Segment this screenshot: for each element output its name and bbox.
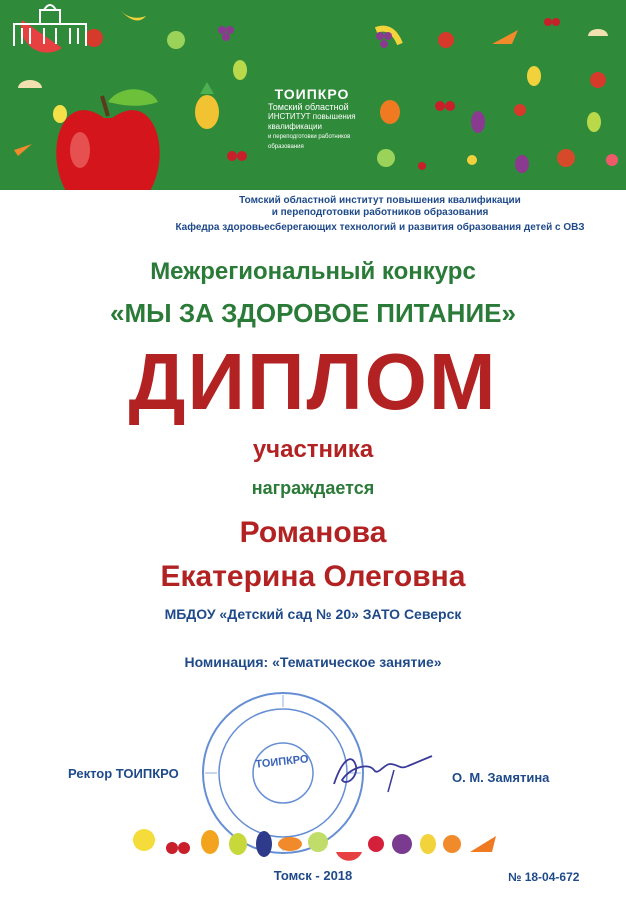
- plum-icon: [515, 155, 529, 173]
- tomato-icon-2: [438, 32, 454, 48]
- eggplant-icon: [471, 111, 485, 133]
- cherries-icon-2: [544, 18, 560, 26]
- grapes-icon: [218, 26, 234, 41]
- institution-line: и переподготовки работников образования: [271, 207, 489, 218]
- watermelon-icon-bottom: [336, 852, 362, 861]
- orange-icon-bottom: [443, 835, 461, 853]
- carrot-icon-bottom: [278, 837, 302, 851]
- lemon-icon-bottom: [420, 834, 436, 854]
- pineapple-icon: [195, 82, 219, 129]
- tomato-icon-3: [590, 72, 606, 88]
- rector-name: О. М. Замятина: [452, 770, 550, 785]
- awarded-label: награждается: [251, 478, 375, 498]
- carrot-icon-2: [492, 30, 518, 44]
- pepper-icon: [380, 100, 400, 124]
- pear-icon: [233, 60, 247, 80]
- grapes-icon-bottom: [392, 834, 412, 854]
- radish-icon: [606, 154, 618, 166]
- pepper-icon-bottom: [201, 830, 219, 854]
- eggplant-icon-bottom: [256, 831, 272, 857]
- diploma-title: ДИПЛОМ: [128, 337, 498, 426]
- mushroom-icon-2: [588, 29, 608, 36]
- header-band: [0, 0, 626, 190]
- cherry-icon: [418, 162, 426, 170]
- cherries-icon: [227, 151, 247, 161]
- fruit-row-decoration: [130, 818, 500, 862]
- rector-label: Ректор ТОИПКРО: [68, 766, 179, 781]
- logo-subtitle: [268, 102, 364, 152]
- contest-name: «МЫ ЗА ЗДОРОВОЕ ПИТАНИЕ»: [110, 298, 516, 328]
- logo-title: ТОИПКРО: [274, 86, 350, 102]
- carrot-icon-bottom-2: [470, 836, 496, 852]
- rector-signature: [328, 740, 438, 800]
- grapes-icon-2: [376, 32, 392, 48]
- contest-type: Межрегиональный конкурс: [150, 258, 476, 285]
- broccoli-icon: [377, 149, 395, 167]
- recipient-organization: МБДОУ «Детский сад № 20» ЗАТО Северск: [164, 606, 462, 622]
- institution-line: Томский областной институт повышения квалификации: [239, 195, 521, 206]
- nomination: Номинация: «Тематическое занятие»: [184, 654, 442, 670]
- logo-sub-line: ИНСТИТУТ повышения квалификации: [268, 112, 356, 131]
- berry-icon: [514, 104, 526, 116]
- cherries-icon-3: [435, 101, 455, 111]
- lemon-icon-3: [467, 155, 477, 165]
- pear-icon-bottom: [229, 833, 247, 855]
- recipient-surname: Романова: [239, 516, 387, 549]
- recipient-given-names: Екатерина Олеговна: [160, 560, 466, 593]
- pear-icon-2: [587, 112, 601, 132]
- logo-sub-line: и переподготовки работников образования: [268, 134, 351, 150]
- carrot-icon: [14, 144, 32, 156]
- banana-icon: [118, 8, 146, 21]
- department-name: Кафедра здоровьесберегающих технологий и развития образования детей с ОВЗ: [175, 222, 585, 233]
- cherries-icon-bottom: [166, 842, 190, 854]
- participant-label: участника: [252, 436, 374, 463]
- city-year: Томск - 2018: [273, 868, 353, 883]
- stamp-center-text: ТОИПКРО: [254, 753, 310, 771]
- diploma-number: № 18-04-672: [508, 870, 580, 884]
- cabbage-icon-bottom: [308, 832, 328, 852]
- lemon-slice-icon: [133, 829, 155, 851]
- orange-icon: [557, 149, 575, 167]
- lemon-icon-2: [527, 66, 541, 86]
- toipkro-logo: [0, 0, 100, 110]
- institution-name: [170, 195, 590, 219]
- logo-sub-line: Томский областной: [268, 102, 349, 112]
- strawberry-icon-bottom: [368, 836, 384, 852]
- cabbage-icon: [167, 31, 185, 49]
